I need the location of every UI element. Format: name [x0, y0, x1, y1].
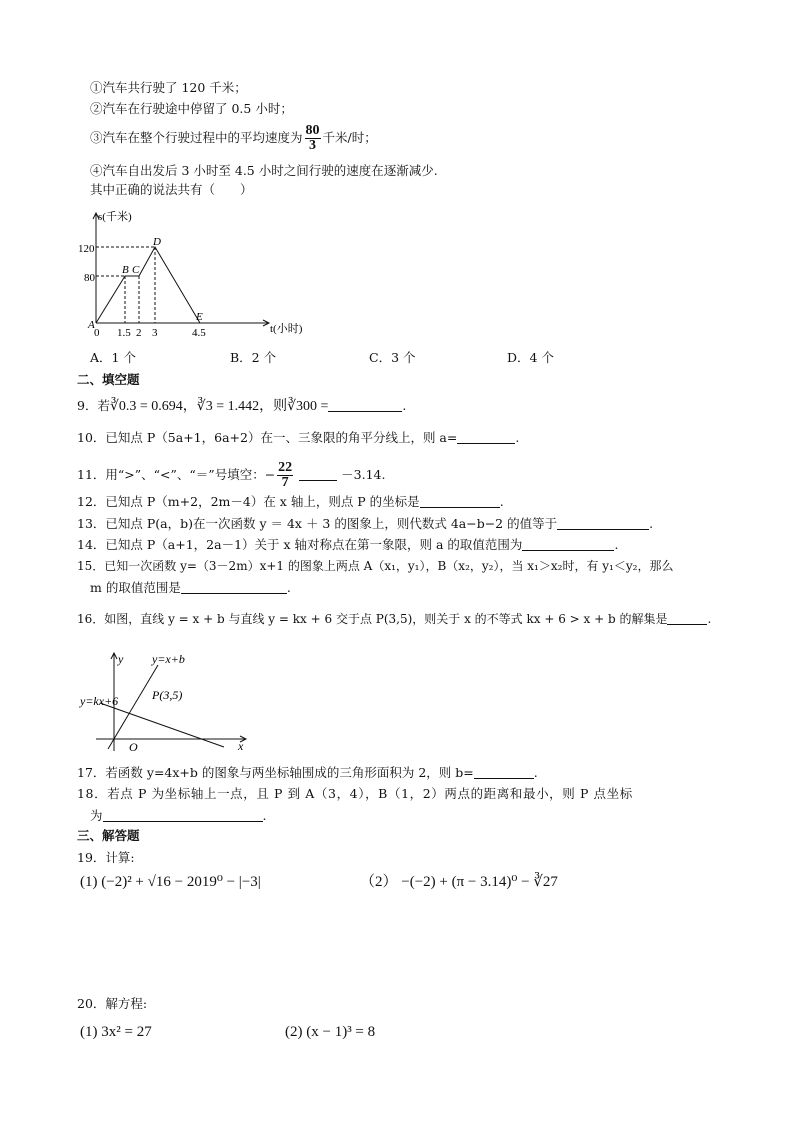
q9-period: .: [402, 398, 407, 413]
q18-period: .: [262, 808, 267, 823]
q9-answer-blank[interactable]: [328, 398, 402, 412]
line-y-kx-plus-6: [100, 703, 224, 747]
tick-x2: 2: [136, 327, 142, 339]
point-a-label: A: [88, 319, 95, 331]
statement-1: ①汽车共行驶了 120 千米；: [90, 80, 247, 95]
statement-2: ②汽车在行驶途中停留了 0.5 小时；: [90, 101, 293, 116]
q12-answer-blank[interactable]: [420, 494, 500, 508]
point-p-label: P(3,5): [152, 688, 183, 702]
q11-denominator: 7: [281, 475, 289, 490]
q11-answer-blank[interactable]: [299, 467, 337, 481]
q17-text: 17．若函数 y=4x+b 的图象与两坐标轴围成的三角形面积为 2，则 b=: [77, 765, 474, 780]
section-fill-in: 二、填空题: [77, 372, 140, 387]
question-20-part2: (2) (x − 1)³ = 8: [285, 1024, 376, 1040]
q16-period: .: [707, 612, 712, 626]
q17-period: .: [533, 765, 538, 780]
origin-label: O: [129, 740, 138, 754]
statement-3-pre: ③汽车在整个行驶过程中的平均速度为: [90, 130, 303, 145]
q15-period: .: [286, 580, 291, 595]
q16-answer-blank[interactable]: [667, 611, 707, 625]
question-12: [77, 494, 504, 510]
question-18-line2: [90, 808, 267, 824]
q18-text: 为: [90, 808, 103, 823]
question-17: [77, 765, 538, 781]
tick-x3: 3: [152, 327, 158, 339]
tick-120: 120: [78, 243, 95, 255]
question-15-line1: 15．已知一次函数 y=（3－2m）x+1 的图象上两点 A（x₁，y₁），B（x₂，y₂），当 x₁＞x₂时，有 y₁＜y₂，那么: [77, 559, 674, 573]
question-19-part1: (1) (−2)² + √16 − 2019⁰ − |−3|: [80, 874, 261, 890]
q9-expression: ∛0.3 = 0.694，∛3 = 1.442，则∛300 =: [109, 399, 329, 414]
question-19-part2: （2） −(−2) + (π − 3.14)⁰ − ∛27: [360, 874, 558, 890]
option-a: A．1 个: [90, 350, 136, 365]
question-16: [77, 611, 711, 627]
q12-period: .: [499, 494, 504, 509]
graph-polyline: [96, 247, 200, 323]
question-19-label: 19．计算:: [77, 850, 135, 865]
question-18-line1: 18．若点 P 为坐标轴上一点，且 P 到 A（3，4），B（1，2）两点的距离和最小，则 P 点坐标: [77, 786, 633, 801]
question-20-label: 20．解方程:: [77, 996, 148, 1011]
y-axis-label: y: [118, 652, 124, 666]
line2-label: y=kx+6: [80, 694, 119, 708]
q13-text: 13．已知点 P(a，b)在一次函数 y ＝ 4x ＋ 3 的图象上，则代数式 4a−b−2 的值等于: [77, 516, 558, 531]
question-15-line2: [90, 580, 291, 596]
q14-answer-blank[interactable]: [522, 537, 614, 551]
tick-x0: 0: [94, 327, 100, 339]
question-11: [77, 461, 385, 490]
q18-answer-blank[interactable]: [103, 808, 263, 822]
q11-fraction: [277, 461, 293, 490]
q14-period: .: [614, 537, 619, 552]
point-d-label: D: [153, 236, 161, 248]
question-10: [77, 430, 519, 446]
q17-answer-blank[interactable]: [474, 765, 534, 779]
point-b-label: B: [122, 264, 129, 276]
question-9: [77, 398, 406, 415]
q15-text: m 的取值范围是: [90, 580, 181, 595]
fraction-numerator: 80: [305, 123, 320, 138]
q10-period: .: [515, 430, 520, 445]
q11-prefix: 11．用“>”、“<”、“＝”号填空：−: [77, 467, 276, 482]
q11-numerator: 22: [278, 460, 293, 475]
q12-text: 12．已知点 P（m+2，2m－4）在 x 轴上，则点 P 的坐标是: [77, 494, 420, 509]
tick-80: 80: [84, 272, 95, 284]
q13-answer-blank[interactable]: [557, 516, 649, 530]
q10-text: 10．已知点 P（5a+1，6a+2）在一、三象限的角平分线上，则 a=: [77, 430, 458, 445]
x-axis-label: x: [238, 739, 244, 753]
statement-3-post: 千米/时；: [322, 130, 377, 145]
option-c: C．3 个: [369, 350, 416, 365]
statement-3: [90, 124, 377, 153]
q16-text: 16．如图，直线 y = x + b 与直线 y = kx + 6 交于点 P(3,5)，则关于 x 的不等式 kx + 6 > x + b 的解集是: [77, 612, 668, 626]
q13-period: .: [649, 516, 654, 531]
two-lines-graph: [78, 643, 258, 758]
statement-4: ④汽车自出发后 3 小时至 4.5 小时之间行驶的速度在逐渐减少.: [90, 163, 438, 178]
x-axis-label: t(小时): [270, 323, 303, 335]
line1-label: y=x+b: [152, 652, 185, 666]
q10-answer-blank[interactable]: [457, 430, 515, 444]
y-axis-label: s(千米): [98, 211, 132, 223]
fraction-80-3: [305, 124, 321, 153]
option-d: D．4 个: [507, 350, 554, 365]
point-e-label: E: [196, 311, 203, 323]
question-prompt: 其中正确的说法共有（ ）: [90, 182, 253, 197]
q15-answer-blank[interactable]: [181, 580, 287, 594]
q9-prefix: 9．若: [77, 398, 110, 413]
q14-text: 14．已知点 P（a+1，2a－1）关于 x 轴对称点在第一象限，则 a 的取值范围为: [77, 537, 523, 552]
fraction-denominator: 3: [309, 138, 317, 153]
option-b: B．2 个: [230, 350, 277, 365]
point-c-label: C: [132, 264, 140, 276]
question-14: [77, 537, 618, 553]
q11-suffix: －3.14.: [341, 467, 386, 482]
distance-time-graph: [78, 203, 303, 343]
tick-x45: 4.5: [192, 327, 206, 339]
tick-x15: 1.5: [117, 327, 131, 339]
question-20-part1: (1) 3x² = 27: [80, 1024, 152, 1040]
section-solve: 三、解答题: [77, 828, 140, 843]
question-13: [77, 516, 653, 532]
